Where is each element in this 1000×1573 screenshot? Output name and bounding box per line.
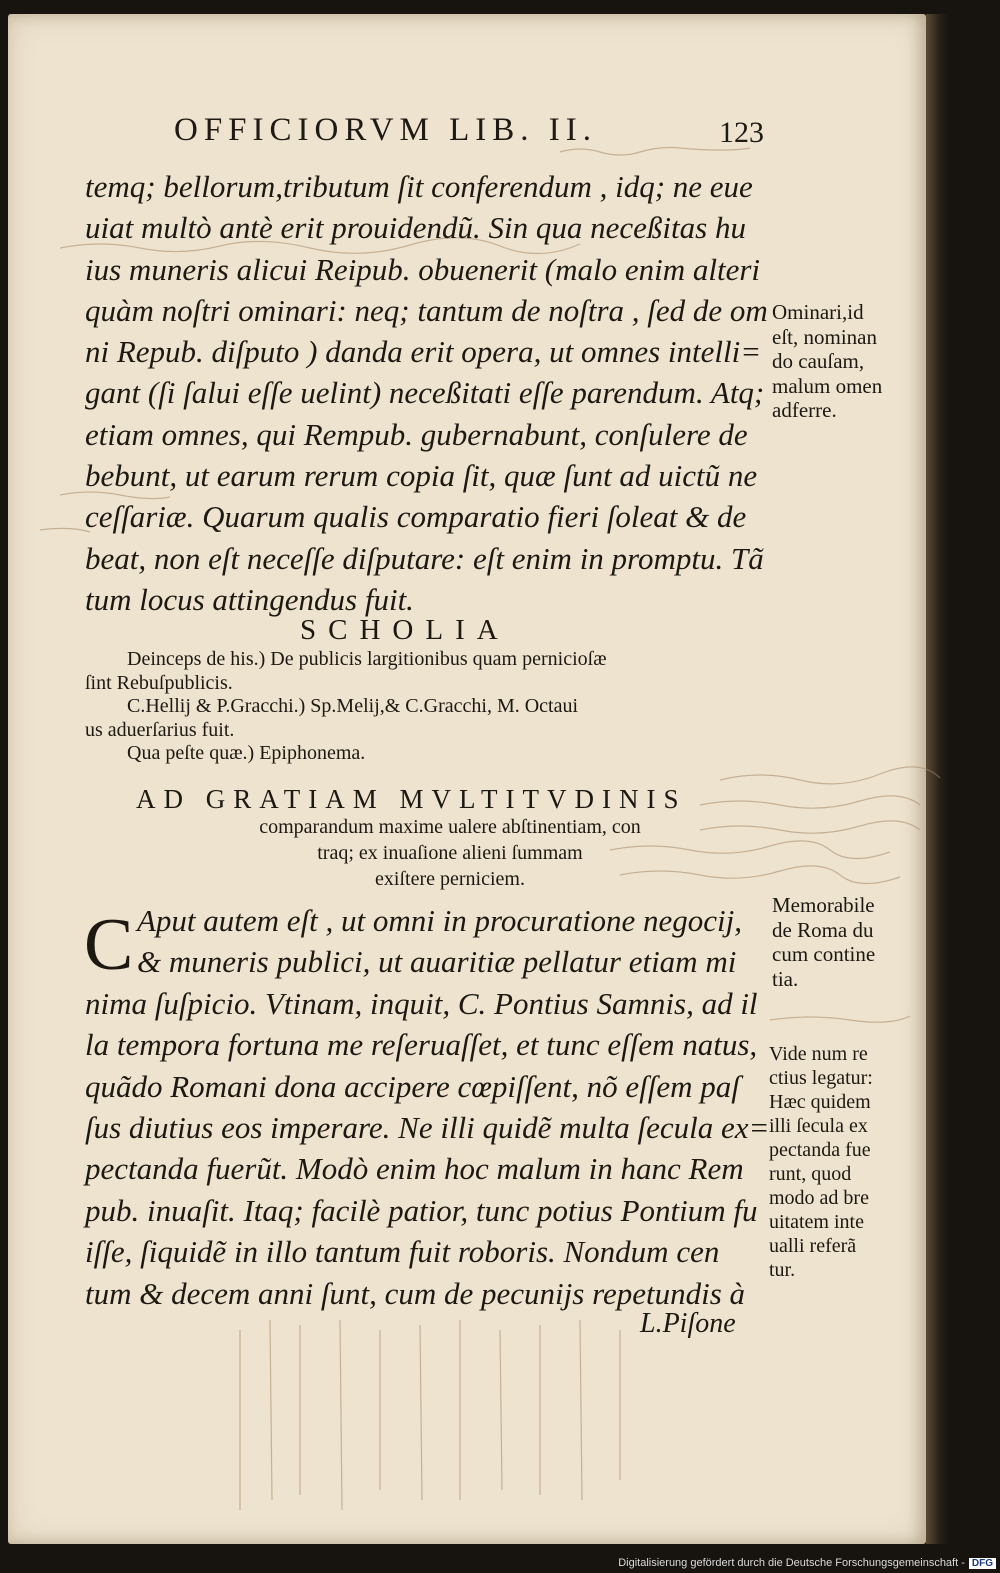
margin-note-line: illi ſecula ex [769, 1115, 868, 1137]
footer-credit: Digitalisierung gefördert durch die Deutsche Forschungsgemeinschaft - [618, 1557, 965, 1569]
margin-note-ominari [772, 300, 882, 423]
margin-note-line: eſt, nominan [772, 324, 877, 349]
dfg-logo: DFG [969, 1558, 996, 1569]
margin-note-line: ctius legatur: [769, 1067, 873, 1089]
text-line: iſſe, ſiquidẽ in illo tantum fuit roboris. Nondum cen [85, 1234, 720, 1270]
digitization-footer [618, 1557, 996, 1569]
margin-note-line: uitatem inte [769, 1211, 864, 1233]
scholia-line: Deinceps de his.) De publicis largitionibus quam pernicioſæ [127, 648, 607, 670]
margin-note-line: de Roma du [772, 917, 874, 942]
subheading-line: comparandum maxime ualere abſtinentiam, con [259, 816, 641, 838]
scholia-block [85, 648, 775, 766]
text-line: gant (ſi ſalui eſſe uelint) neceßitati eſſe parendum. Atq; [85, 375, 765, 411]
text-line: ius muneris alicui Reipub. obuenerit (malo enim alteri [85, 251, 761, 287]
margin-note-line: tur. [769, 1259, 796, 1281]
text-line: pub. inuaſit. Itaq; facilè patior, tunc potius Pontium fu [85, 1192, 758, 1228]
text-line: bebunt, ut earum rerum copia ſit, quæ ſunt ad uictũ ne [85, 458, 758, 494]
text-line: & muneris publici, ut auaritiæ pellatur etiam mi [137, 944, 737, 980]
text-line: nima ſuſpicio. Vtinam, inquit, C. Pontius Samnis, ad il [85, 985, 758, 1021]
section-heading: AD GRATIAM MVLTITVDINIS [136, 784, 687, 814]
folio-number: 123 [719, 116, 764, 149]
main-text-block [85, 166, 770, 620]
text-line: beat, non eſt neceſſe diſputare: eſt enim in promptu. Tã [85, 540, 764, 576]
text-line: ni Repub. diſputo ) danda erit opera, ut omnes intelli= [85, 334, 762, 370]
margin-note-line: cum contine [772, 942, 876, 966]
section-subheading [170, 814, 730, 892]
text-line: la tempora fortuna me reſeruaſſet, et tunc eſſem natus, [85, 1027, 758, 1063]
scholia-line: Qua peſte quæ.) Epiphonema. [127, 742, 366, 764]
scholia-title: SCHOLIA [300, 614, 510, 646]
scholia-line: C.Hellij & P.Gracchi.) Sp.Melij,& C.Gracchi, M. Octaui [127, 695, 579, 717]
text-line: quàm noſtri ominari: neq; tantum de noſtra , ſed de om [85, 292, 768, 328]
margin-note-line: malum omen [772, 373, 883, 398]
margin-note-line: adferre. [772, 398, 837, 422]
text-line: ceſſariæ. Quarum qualis comparatio fieri ſoleat & de [85, 499, 747, 535]
text-line: uiat multò antè erit prouidendũ. Sin qua neceßitas hu [85, 210, 746, 246]
text-line: pectanda fuerũt. Modò enim hoc malum in hanc Rem [85, 1151, 744, 1187]
margin-note-line: Ominari,id [772, 300, 864, 324]
margin-note-line: Hæc quidem [769, 1091, 871, 1113]
margin-note-line: ualli referã [769, 1235, 857, 1257]
scholia-line: us aduerſarius fuit. [85, 718, 235, 741]
catchword: L.Piſone [640, 1308, 736, 1339]
margin-note-line: do cauſam, [772, 349, 865, 373]
drop-capital: C [84, 904, 134, 986]
subheading-line: traq; ex inuaſione alieni ſummam [317, 842, 583, 864]
second-text-block [85, 900, 770, 1314]
margin-note-line: modo ad bre [769, 1187, 869, 1209]
text-line: temq; bellorum,tributum ſit conferendum , idq; ne eue [85, 169, 753, 204]
margin-note-line: Vide num re [769, 1043, 868, 1065]
text-line: tum & decem anni ſunt, cum de pecunijs repetundis à [85, 1275, 746, 1311]
text-line: ſus diutius eos imperare. Ne illi quidẽ multa ſecula ex= [85, 1110, 770, 1146]
margin-note-line: runt, quod [769, 1163, 852, 1185]
text-line: Aput autem eſt , ut omni in procuratione negocij, [137, 903, 742, 938]
running-header [174, 112, 764, 156]
text-line: tum locus attingendus fuit. [85, 581, 414, 617]
text-line: quãdo Romani dona accipere cœpiſſent, nõ eſſem paſ [85, 1068, 740, 1104]
subheading-line: exiſtere perniciem. [375, 868, 525, 890]
scholia-line: ſint Rebuſpublicis. [85, 671, 233, 694]
running-title: OFFICIORVM LIB. II. [174, 112, 598, 148]
margin-note-line: tia. [772, 966, 799, 991]
margin-note-line: pectanda fue [769, 1139, 871, 1161]
margin-note-line: Memorabile [772, 893, 875, 917]
text-line: etiam omnes, qui Rempub. gubernabunt, conſulere de [85, 416, 748, 452]
margin-note-memorabile [772, 893, 875, 991]
margin-note-vide [769, 1042, 873, 1282]
